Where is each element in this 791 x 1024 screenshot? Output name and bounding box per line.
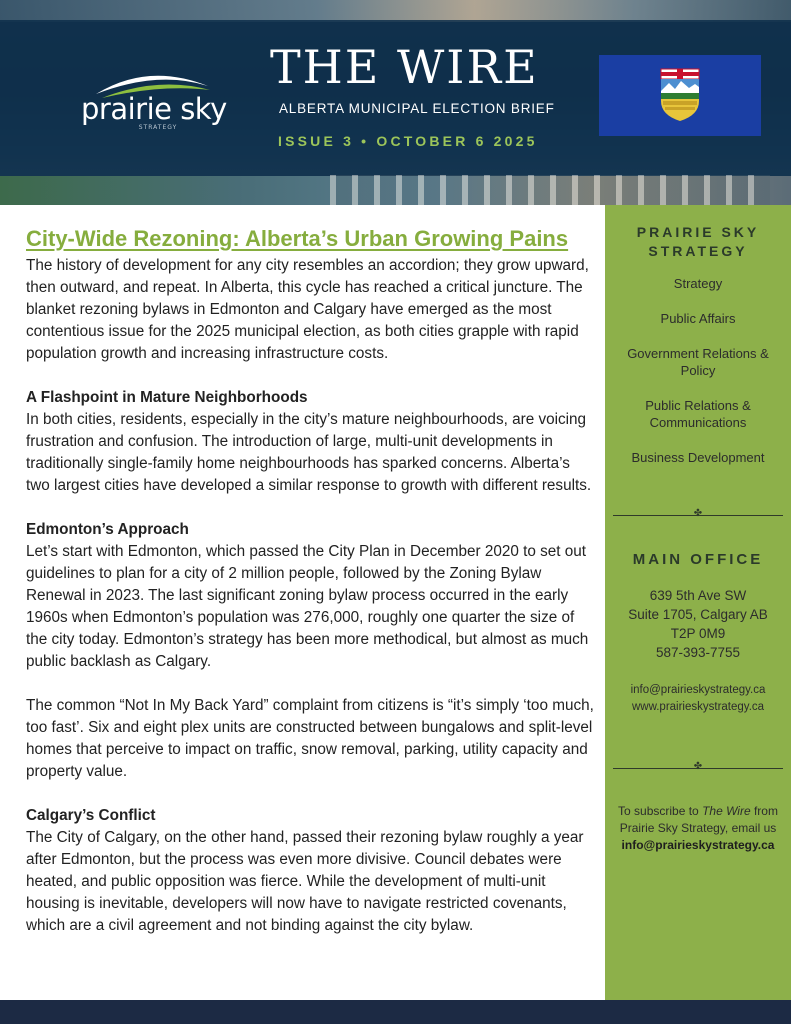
service-item: Strategy	[673, 276, 723, 291]
email-link[interactable]: info@prairieskystrategy.ca	[630, 684, 766, 696]
service-item: Government Relations & Policy	[627, 346, 769, 378]
subscribe-note	[605, 803, 791, 854]
alberta-crest-icon	[599, 55, 761, 136]
subscribe-email-link[interactable]: info@prairieskystrategy.ca	[621, 838, 775, 852]
divider-ornament-icon: ✤	[693, 508, 703, 519]
bridge-photo-top	[0, 0, 791, 22]
contact-links	[605, 682, 791, 716]
sidebar-divider	[613, 763, 783, 773]
sidebar-firm-name	[605, 223, 791, 261]
prairie-sky-logo	[78, 64, 238, 134]
issue-date: ISSUE 3 • OCTOBER 6 2025	[278, 133, 538, 149]
website-link[interactable]: www.prairieskystrategy.ca	[631, 701, 765, 713]
main-office-heading: MAIN OFFICE	[632, 551, 764, 568]
header-banner	[0, 0, 791, 205]
service-item: Business Development	[631, 450, 765, 465]
section-paragraph: The City of Calgary, on the other hand, passed their rezoning bylaw roughly a year after Edmonton, but the process was even more divisive. Council debates were heated, and public opposition was fierce. While the development of multi-unit housing is inevitable, developers will now have to navigate restricted covenants, which are a civil agreement and not binding against the city bylaw.	[26, 829, 584, 934]
sidebar	[605, 205, 791, 1000]
divider-ornament-icon: ✤	[693, 761, 703, 772]
section-heading-calgary: Calgary’s Conflict	[26, 807, 156, 824]
office-address	[605, 586, 791, 662]
phone-number[interactable]: 587-393-7755	[655, 645, 741, 660]
services-list	[605, 275, 791, 484]
footer-bar	[0, 1000, 791, 1024]
article-intro: The history of development for any city resembles an accordion; they grow upward, then outward, and repeat. In Alberta, this cycle has reached a critical juncture. The blanket rezoning bylaws in Edmonton and Calgary have emerged as the most contentious issue for the 2025 municipal election, as both cities grapple with rapid population growth and increasing infrastructure costs.	[26, 257, 589, 362]
subscribe-middle: from Prairie Sky Strategy, email us	[619, 804, 778, 835]
section-paragraph: In both cities, residents, especially in the city’s mature neighbourhoods, are voicing frustration and confusion. The introduction of large, multi-unit developments in traditionally single-family home neighbourhoods has sparked concerns. Alberta’s two largest cities have developed a similar response to growth with different results.	[26, 411, 592, 494]
section-paragraph: The common “Not In My Back Yard” complaint from citizens is “it’s simply ‘too much, too fast’. Six and eight plex units are constructed between bungalows and split-level homes that perceive to impact on traffic, snow removal, parking, utility capacity and property value.	[26, 697, 594, 780]
sidebar-divider	[613, 510, 783, 520]
service-item: Public Affairs	[660, 311, 736, 326]
section-paragraph: Let’s start with Edmonton, which passed the City Plan in December 2020 to set out guidelines to plan for a city of 2 million people, followed by the Zoning Bylaw Renewal in 2023. The last significant zoning bylaw process occurred in the early 1960s when Edmonton’s population was 276,000, roughly one quarter the size of the city today. Edmonton’s strategy has been more methodical, but almost as much public backlash as Calgary.	[26, 543, 589, 670]
firm-name-line2: STRATEGY	[648, 243, 748, 259]
section-heading-flashpoint: A Flashpoint in Mature Neighborhoods	[26, 389, 308, 406]
alberta-flag	[599, 55, 761, 136]
article	[26, 224, 594, 937]
subscribe-publication: The Wire	[702, 804, 751, 818]
logo-tagline: STRATEGY	[138, 124, 178, 131]
address-line: Suite 1705, Calgary AB	[628, 607, 768, 622]
subscribe-prefix: To subscribe to	[618, 804, 703, 818]
address-line: 639 5th Ave SW	[649, 588, 747, 603]
section-heading-edmonton: Edmonton’s Approach	[26, 521, 189, 538]
article-headline: City-Wide Rezoning: Alberta’s Urban Growing Pains	[26, 226, 569, 251]
firm-name-line1: PRAIRIE SKY	[636, 224, 760, 240]
newsletter-title: THE WIRE	[270, 40, 539, 94]
logo-wordmark: prairie sky	[81, 92, 227, 126]
bridge-railing	[330, 175, 770, 205]
address-line: T2P 0M9	[670, 626, 726, 641]
newsletter-subtitle: ALBERTA MUNICIPAL ELECTION BRIEF	[279, 101, 555, 116]
service-item: Public Relations & Communications	[645, 398, 751, 430]
